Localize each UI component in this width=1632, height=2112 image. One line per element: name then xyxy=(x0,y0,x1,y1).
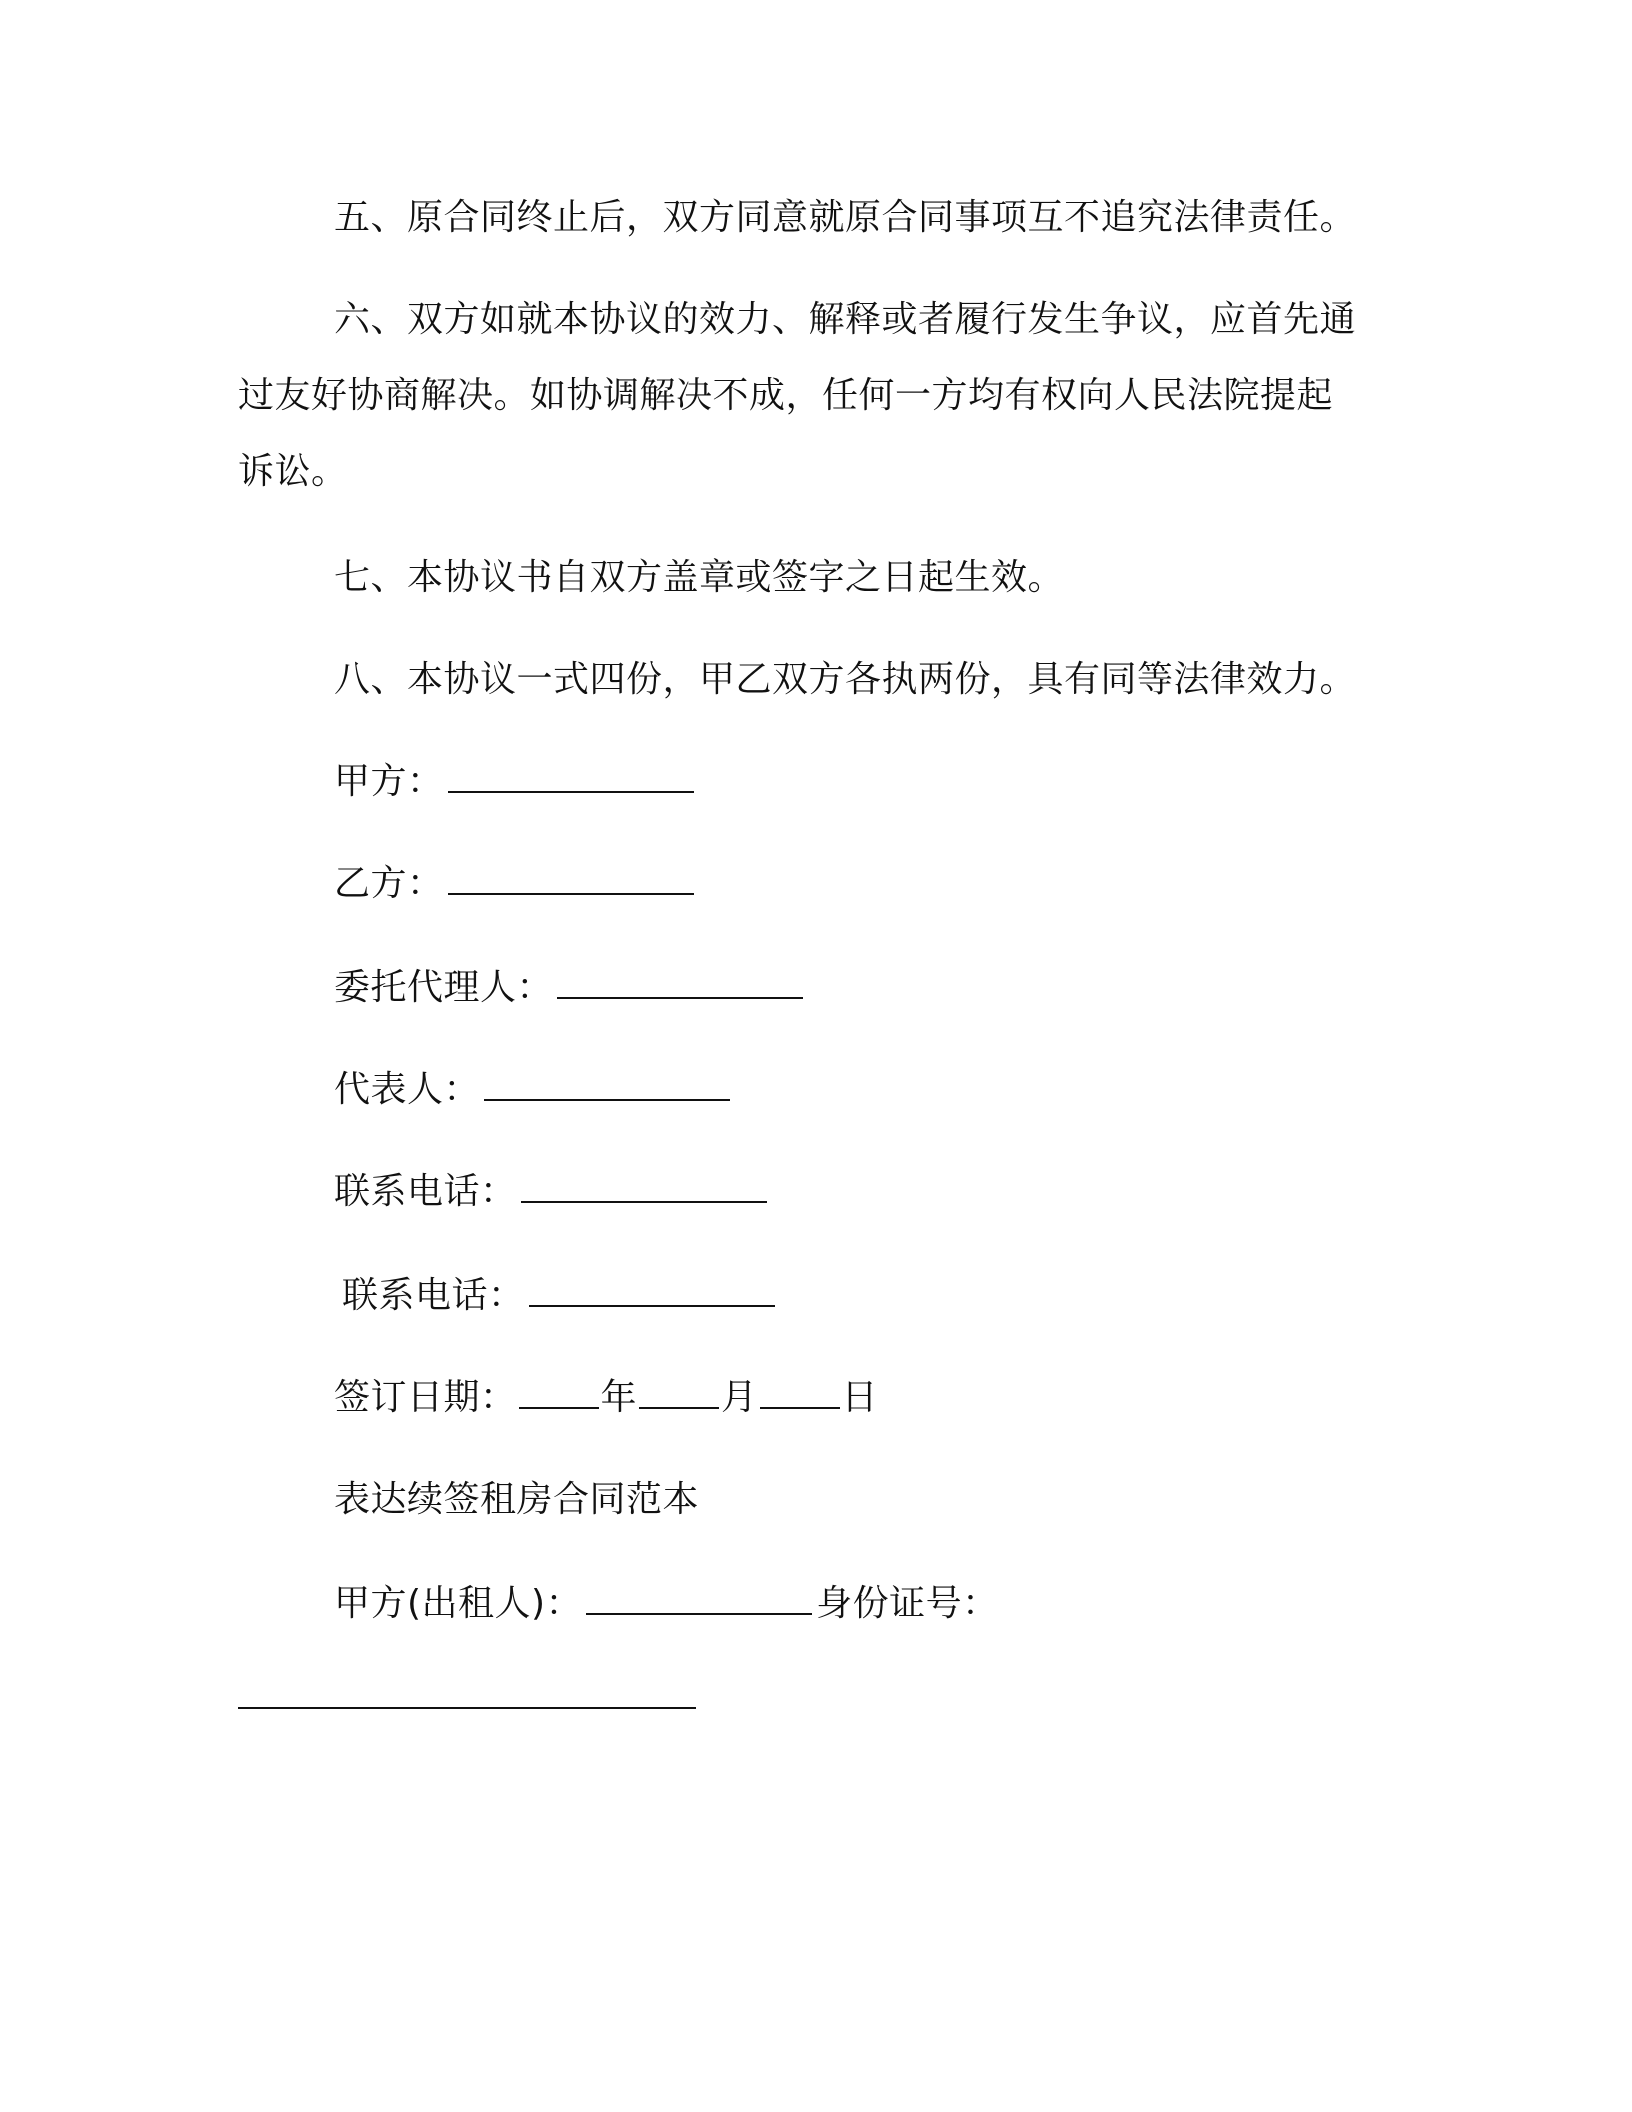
month-label: 月 xyxy=(721,1377,758,1418)
date-label: 签订日期： xyxy=(334,1377,517,1418)
representative-label: 代表人： xyxy=(334,1069,481,1110)
party-b-line xyxy=(334,862,698,906)
phone-1-label: 联系电话： xyxy=(334,1171,517,1212)
year-blank xyxy=(519,1377,599,1409)
representative-blank xyxy=(484,1069,730,1101)
agent-blank xyxy=(557,967,803,999)
id-number-blank xyxy=(238,1677,696,1709)
clause-7: 七、本协议书自双方盖章或签字之日起生效。 xyxy=(334,557,1065,598)
party-a-label: 甲方： xyxy=(334,761,444,802)
lessor-label: 甲方(出租人)： xyxy=(334,1583,583,1624)
date-line xyxy=(334,1376,878,1420)
id-number-line xyxy=(238,1676,700,1720)
lessor-line xyxy=(334,1582,999,1626)
next-document-title: 表达续签租房合同范本 xyxy=(334,1479,700,1520)
day-blank xyxy=(760,1377,840,1409)
agent-line xyxy=(334,966,807,1010)
clause-6-line-1: 六、双方如就本协议的效力、解释或者履行发生争议，应首先通 xyxy=(334,299,1357,340)
party-b-label: 乙方： xyxy=(334,863,444,904)
party-a-blank xyxy=(448,761,694,793)
clause-8: 八、本协议一式四份，甲乙双方各执两份，具有同等法律效力。 xyxy=(334,659,1357,700)
year-label: 年 xyxy=(600,1377,638,1418)
day-label: 日 xyxy=(841,1377,879,1418)
lessor-blank xyxy=(586,1583,812,1615)
clause-6-line-2: 过友好协商解决。如协调解决不成，任何一方均有权向人民法院提起 xyxy=(238,375,1334,416)
phone-1-line xyxy=(334,1170,771,1214)
representative-line xyxy=(334,1068,734,1112)
id-number-label: 身份证号： xyxy=(816,1583,999,1624)
party-b-blank xyxy=(448,863,694,895)
clause-6-line-3: 诉讼。 xyxy=(238,451,348,492)
clause-5: 五、原合同终止后，双方同意就原合同事项互不追究法律责任。 xyxy=(334,197,1357,238)
party-a-line xyxy=(334,760,698,804)
phone-2-line xyxy=(342,1274,779,1318)
month-blank xyxy=(639,1377,719,1409)
phone-2-label: 联系电话： xyxy=(342,1275,525,1316)
phone-2-blank xyxy=(529,1275,775,1307)
phone-1-blank xyxy=(521,1171,767,1203)
agent-label: 委托代理人： xyxy=(334,967,554,1008)
